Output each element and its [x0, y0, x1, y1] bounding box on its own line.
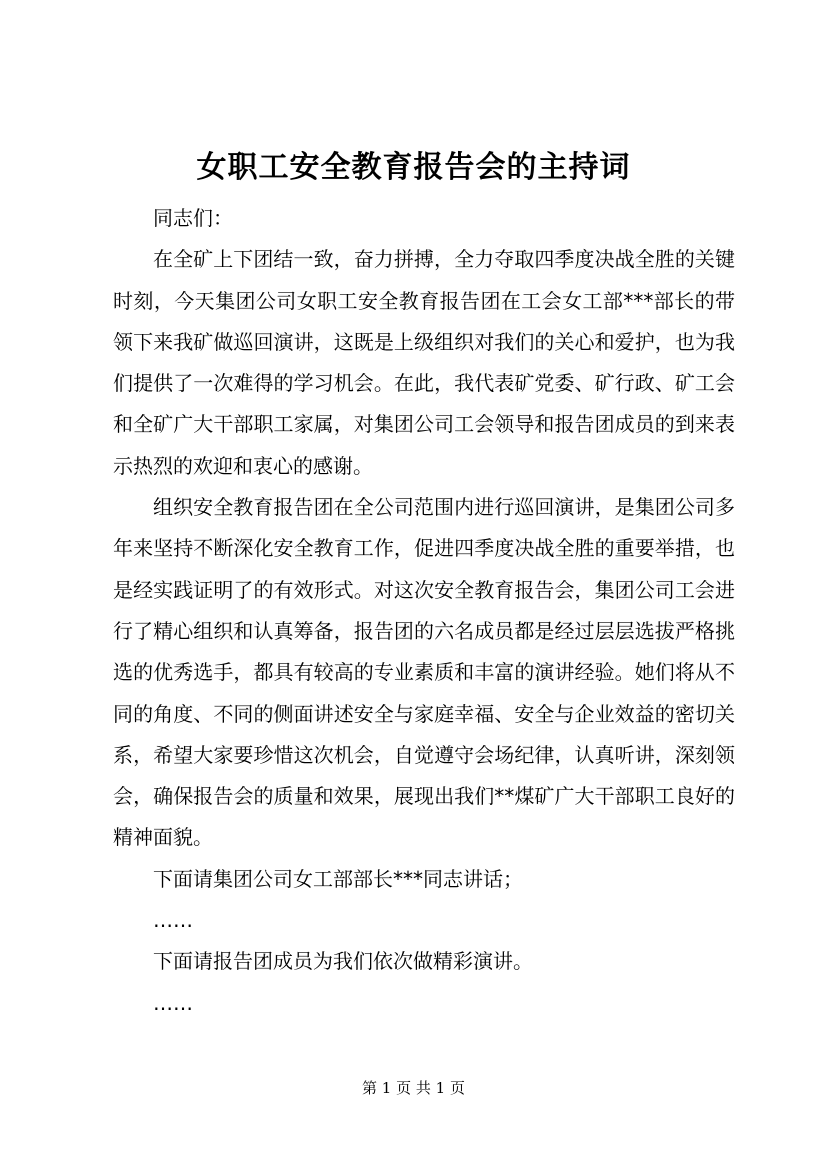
- document-body: [113, 198, 735, 1024]
- paragraph-2: 组织安全教育报告团在全公司范围内进行巡回演讲，是集团公司多年来坚持不断深化安全教育工作，促进四季度决战全胜的重要举措，也是经实践证明了的有效形式。对这次安全教育报告会，集团公司工会进行了精心组织和认真筹备，报告团的六名成员都是经过层层选拔严格挑选的优秀选手，都具有较高的专业素质和丰富的演讲经验。她们将从不同的角度、不同的侧面讲述安全与家庭幸福、安全与企业效益的密切关系，希望大家要珍惜这次机会，自觉遵守会场纪律，认真听讲，深刻领会，确保报告会的质量和效果，展现出我们**煤矿广大干部职工良好的精神面貌。: [113, 495, 735, 850]
- speech-intro-line: 下面请报告团成员为我们依次做精彩演讲。: [153, 949, 533, 974]
- page-number-footer: 第 1 页 共 1 页: [362, 1079, 465, 1097]
- salutation: 同志们：: [153, 206, 233, 230]
- ellipsis-1: ……: [153, 908, 193, 933]
- ellipsis-2: ……: [153, 990, 193, 1015]
- document-title: 女职工安全教育报告会的主持词: [196, 150, 631, 185]
- speaker-intro-line: 下面请集团公司女工部部长***同志讲话；: [153, 866, 523, 891]
- paragraph-1: 在全矿上下团结一致，奋力拼搏，全力夺取四季度决战全胜的关键时刻，今天集团公司女职工安全教育报告团在工会女工部***部长的带领下来我矿做巡回演讲，这既是上级组织对我们的关心和爱护，也为我们提供了一次难得的学习机会。在此，我代表矿党委、矿行政、矿工会和全矿广大干部职工家属，对集团公司工会领导和报告团成员的到来表示热烈的欢迎和衷心的感谢。: [113, 247, 735, 478]
